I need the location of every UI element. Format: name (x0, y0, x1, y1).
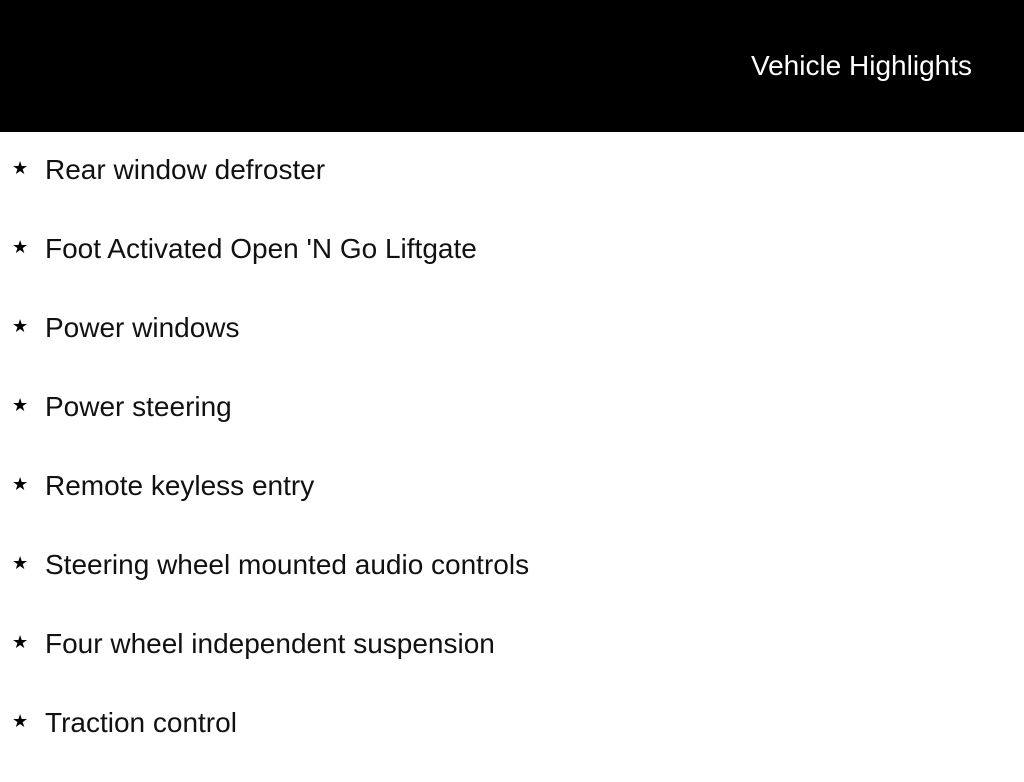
highlight-label: Foot Activated Open 'N Go Liftgate (45, 233, 477, 264)
list-item (0, 466, 1024, 545)
highlight-label: Rear window defroster (45, 154, 326, 185)
highlight-label: Four wheel independent suspension (45, 628, 495, 659)
highlight-label: Power windows (45, 312, 240, 343)
list-item (0, 703, 1024, 782)
star-icon: ★ (12, 316, 29, 336)
star-icon: ★ (12, 632, 29, 652)
highlight-label: Steering wheel mounted audio controls (45, 549, 530, 580)
list-item (0, 387, 1024, 466)
list-item (0, 229, 1024, 308)
star-icon: ★ (12, 711, 29, 731)
highlight-label: Traction control (45, 707, 237, 738)
highlight-label: Power steering (45, 391, 232, 422)
list-item (0, 624, 1024, 703)
header-bar (0, 0, 1024, 132)
star-icon: ★ (12, 395, 29, 415)
page-title: Vehicle Highlights (750, 50, 972, 81)
star-icon: ★ (12, 474, 29, 494)
list-item (0, 150, 1024, 229)
highlight-label: Remote keyless entry (45, 470, 315, 501)
list-item (0, 308, 1024, 387)
list-item (0, 545, 1024, 624)
star-icon: ★ (12, 237, 29, 257)
star-icon: ★ (12, 553, 29, 573)
vehicle-highlights-list (0, 150, 1024, 782)
star-icon: ★ (12, 158, 29, 178)
